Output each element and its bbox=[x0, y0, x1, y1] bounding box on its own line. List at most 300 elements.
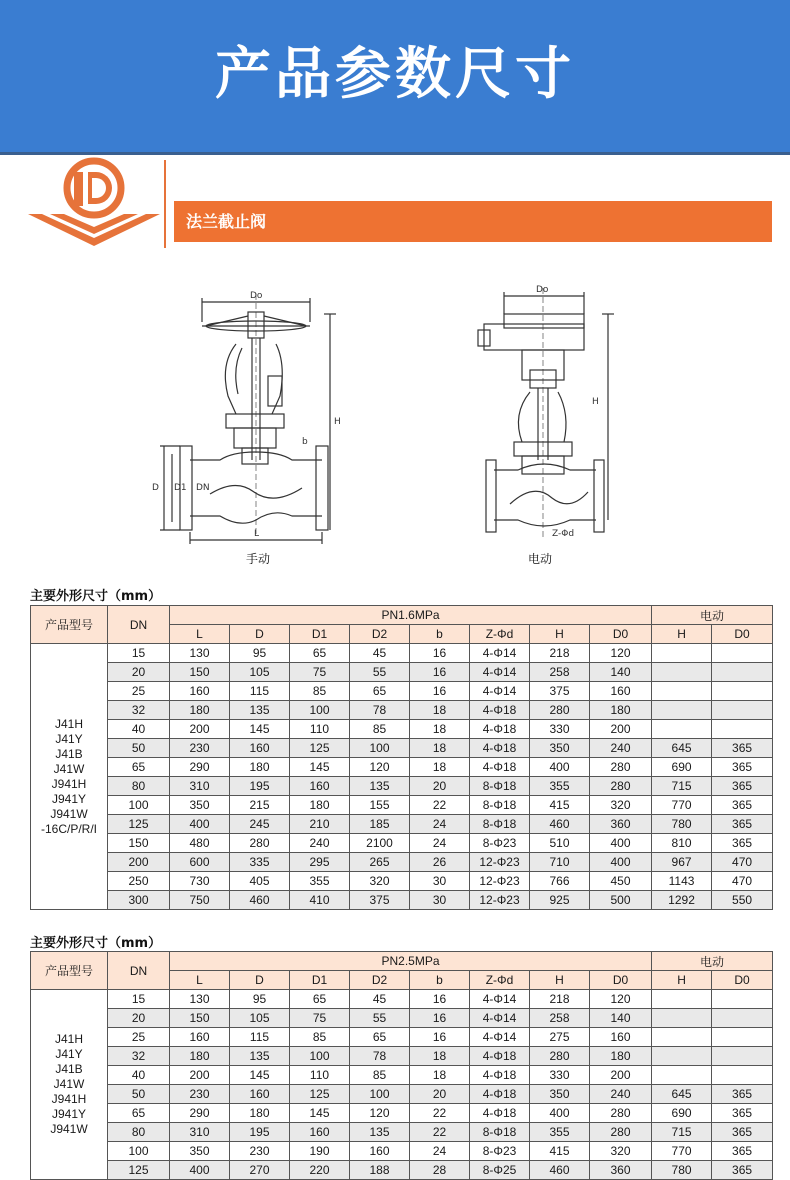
header-pressure: PN1.6MPa bbox=[170, 606, 652, 625]
dn-cell: 40 bbox=[108, 1066, 170, 1085]
dn-cell: 65 bbox=[108, 758, 170, 777]
table-cell: 240 bbox=[590, 1085, 652, 1104]
table-cell: 150 bbox=[170, 663, 230, 682]
table-cell bbox=[652, 1028, 712, 1047]
table-cell: 16 bbox=[410, 663, 470, 682]
table-cell: 365 bbox=[712, 1123, 773, 1142]
table-cell bbox=[712, 1047, 773, 1066]
header-row bbox=[31, 952, 773, 971]
table-cell: 105 bbox=[230, 663, 290, 682]
table-cell: 4-Φ14 bbox=[470, 682, 530, 701]
column-header: D0 bbox=[712, 625, 773, 644]
table-cell bbox=[712, 644, 773, 663]
table-cell: 120 bbox=[590, 644, 652, 663]
table-cell: 16 bbox=[410, 1009, 470, 1028]
table-cell: 16 bbox=[410, 644, 470, 663]
table-cell: 150 bbox=[170, 1009, 230, 1028]
dn-cell: 125 bbox=[108, 815, 170, 834]
table-row bbox=[31, 777, 773, 796]
table-cell: 160 bbox=[350, 1142, 410, 1161]
table-cell: 470 bbox=[712, 853, 773, 872]
dn-cell: 32 bbox=[108, 701, 170, 720]
table-cell: 365 bbox=[712, 1104, 773, 1123]
model-cell: J41H J41Y J41B J41W J941H J941Y J941W -16C/P/R/I bbox=[31, 644, 108, 910]
table-cell: 12-Φ23 bbox=[470, 891, 530, 910]
column-header: Z-Φd bbox=[470, 625, 530, 644]
table-cell: 135 bbox=[350, 777, 410, 796]
table-cell: 405 bbox=[230, 872, 290, 891]
table-cell: 160 bbox=[290, 1123, 350, 1142]
dn-cell: 300 bbox=[108, 891, 170, 910]
table-cell: 26 bbox=[410, 853, 470, 872]
table-row bbox=[31, 663, 773, 682]
table-cell: 4-Φ18 bbox=[470, 739, 530, 758]
table-cell: 215 bbox=[230, 796, 290, 815]
table-cell: 400 bbox=[590, 834, 652, 853]
table-cell: 330 bbox=[530, 720, 590, 739]
column-header: D1 bbox=[290, 625, 350, 644]
table-cell: 160 bbox=[230, 1085, 290, 1104]
table-cell: 690 bbox=[652, 1104, 712, 1123]
table-cell: 4-Φ14 bbox=[470, 1028, 530, 1047]
table-row bbox=[31, 990, 773, 1009]
table-cell: 230 bbox=[230, 1142, 290, 1161]
table-cell: 105 bbox=[230, 1009, 290, 1028]
table-cell bbox=[712, 663, 773, 682]
table-cell: 100 bbox=[350, 1085, 410, 1104]
table-cell: 218 bbox=[530, 644, 590, 663]
table-cell: 160 bbox=[290, 777, 350, 796]
table-cell: 30 bbox=[410, 872, 470, 891]
table-1-title: 主要外形尺寸（mm） bbox=[30, 589, 162, 604]
table-cell: 365 bbox=[712, 739, 773, 758]
table-cell bbox=[652, 644, 712, 663]
table-cell: 770 bbox=[652, 796, 712, 815]
section-title: 法兰截止阀 bbox=[186, 212, 267, 231]
table-cell: 28 bbox=[410, 1161, 470, 1180]
table-cell: 365 bbox=[712, 1085, 773, 1104]
table-cell: 180 bbox=[170, 1047, 230, 1066]
table-cell: 4-Φ18 bbox=[470, 720, 530, 739]
column-header: Z-Φd bbox=[470, 971, 530, 990]
table-cell: 145 bbox=[290, 758, 350, 777]
table-row bbox=[31, 682, 773, 701]
table-cell: 350 bbox=[530, 739, 590, 758]
table-cell: 160 bbox=[170, 682, 230, 701]
dn-cell: 250 bbox=[108, 872, 170, 891]
company-logo bbox=[26, 156, 162, 248]
model-cell: J41H J41Y J41B J41W J941H J941Y J941W bbox=[31, 990, 108, 1180]
table-cell: 8-Φ25 bbox=[470, 1161, 530, 1180]
table-cell: 690 bbox=[652, 758, 712, 777]
d1-label: D1 bbox=[174, 483, 187, 493]
table-row bbox=[31, 739, 773, 758]
table-row bbox=[31, 701, 773, 720]
table-cell: 320 bbox=[590, 1142, 652, 1161]
table-cell: 240 bbox=[590, 739, 652, 758]
column-header: D bbox=[230, 971, 290, 990]
table-cell: 780 bbox=[652, 1161, 712, 1180]
electric-valve-drawing bbox=[474, 284, 624, 544]
table-cell: 355 bbox=[530, 1123, 590, 1142]
table-row bbox=[31, 891, 773, 910]
table-row bbox=[31, 644, 773, 663]
table-cell: 100 bbox=[350, 739, 410, 758]
table-cell: 410 bbox=[290, 891, 350, 910]
table-cell: 460 bbox=[530, 1161, 590, 1180]
table-cell: 24 bbox=[410, 815, 470, 834]
table-cell: 160 bbox=[590, 682, 652, 701]
table-cell: 16 bbox=[410, 990, 470, 1009]
table-cell: 185 bbox=[350, 815, 410, 834]
table-row bbox=[31, 1009, 773, 1028]
table-cell: 230 bbox=[170, 1085, 230, 1104]
table-cell: 95 bbox=[230, 644, 290, 663]
table-cell: 480 bbox=[170, 834, 230, 853]
table-cell: 190 bbox=[290, 1142, 350, 1161]
table-cell bbox=[652, 990, 712, 1009]
table-cell: 24 bbox=[410, 1142, 470, 1161]
column-header: H bbox=[652, 625, 712, 644]
table-cell: 120 bbox=[350, 758, 410, 777]
table-cell: 125 bbox=[290, 1085, 350, 1104]
header-dn: DN bbox=[108, 952, 170, 990]
table-cell: 120 bbox=[590, 990, 652, 1009]
l-label: L bbox=[254, 529, 260, 539]
table-row bbox=[31, 853, 773, 872]
table-cell: 220 bbox=[290, 1161, 350, 1180]
table-cell: 100 bbox=[290, 701, 350, 720]
table-row bbox=[31, 1104, 773, 1123]
electric-h-label: H bbox=[592, 397, 599, 407]
table-cell: 360 bbox=[590, 815, 652, 834]
table-cell: 4-Φ14 bbox=[470, 990, 530, 1009]
header-electric: 电动 bbox=[652, 606, 773, 625]
table-cell: 350 bbox=[170, 1142, 230, 1161]
table-cell: 188 bbox=[350, 1161, 410, 1180]
table-cell: 1143 bbox=[652, 872, 712, 891]
table-cell: 18 bbox=[410, 739, 470, 758]
table-cell: 415 bbox=[530, 796, 590, 815]
column-header: D1 bbox=[290, 971, 350, 990]
electric-z-label: Z-Φd bbox=[552, 529, 575, 539]
table-row bbox=[31, 720, 773, 739]
table-row bbox=[31, 1142, 773, 1161]
table-cell: 365 bbox=[712, 777, 773, 796]
table-cell: 365 bbox=[712, 815, 773, 834]
table-cell bbox=[712, 1028, 773, 1047]
table-cell: 85 bbox=[350, 720, 410, 739]
table-cell bbox=[652, 701, 712, 720]
table-cell: 115 bbox=[230, 1028, 290, 1047]
table-cell bbox=[712, 1009, 773, 1028]
table-cell: 4-Φ18 bbox=[470, 1066, 530, 1085]
table-cell: 16 bbox=[410, 682, 470, 701]
table-cell: 55 bbox=[350, 663, 410, 682]
table-cell: 20 bbox=[410, 777, 470, 796]
table-cell: 78 bbox=[350, 1047, 410, 1066]
table-cell: 310 bbox=[170, 1123, 230, 1142]
table-cell: 280 bbox=[590, 1104, 652, 1123]
table-cell: 400 bbox=[170, 1161, 230, 1180]
table-cell: 8-Φ18 bbox=[470, 796, 530, 815]
table-cell: 8-Φ18 bbox=[470, 815, 530, 834]
table-cell: 355 bbox=[290, 872, 350, 891]
column-header: D0 bbox=[590, 971, 652, 990]
table-cell: 160 bbox=[590, 1028, 652, 1047]
electric-do-label: Do bbox=[536, 285, 549, 295]
table-cell: 400 bbox=[530, 758, 590, 777]
table-cell: 310 bbox=[170, 777, 230, 796]
table-cell: 135 bbox=[230, 701, 290, 720]
header-dn: DN bbox=[108, 606, 170, 644]
table-cell: 16 bbox=[410, 1028, 470, 1047]
table-cell: 375 bbox=[530, 682, 590, 701]
table-cell: 810 bbox=[652, 834, 712, 853]
table-cell: 967 bbox=[652, 853, 712, 872]
table-cell: 710 bbox=[530, 853, 590, 872]
table-cell: 550 bbox=[712, 891, 773, 910]
table-cell: 750 bbox=[170, 891, 230, 910]
banner-divider bbox=[0, 152, 790, 155]
header-pressure: PN2.5MPa bbox=[170, 952, 652, 971]
table-cell: 135 bbox=[230, 1047, 290, 1066]
table-cell: 125 bbox=[290, 739, 350, 758]
table-cell: 130 bbox=[170, 990, 230, 1009]
table-row bbox=[31, 1066, 773, 1085]
table-cell: 160 bbox=[230, 739, 290, 758]
dn-cell: 125 bbox=[108, 1161, 170, 1180]
table-cell: 12-Φ23 bbox=[470, 853, 530, 872]
table-cell: 1292 bbox=[652, 891, 712, 910]
column-header: D2 bbox=[350, 971, 410, 990]
table-cell: 415 bbox=[530, 1142, 590, 1161]
dn-cell: 65 bbox=[108, 1104, 170, 1123]
dn-cell: 100 bbox=[108, 796, 170, 815]
table-cell: 110 bbox=[290, 1066, 350, 1085]
table-cell: 180 bbox=[230, 758, 290, 777]
table-cell: 22 bbox=[410, 1104, 470, 1123]
table-cell: 280 bbox=[530, 1047, 590, 1066]
table-cell: 95 bbox=[230, 990, 290, 1009]
column-header: D bbox=[230, 625, 290, 644]
table-2-title: 主要外形尺寸（mm） bbox=[30, 936, 162, 951]
table-cell: 8-Φ23 bbox=[470, 834, 530, 853]
table-row bbox=[31, 1085, 773, 1104]
table-cell: 85 bbox=[290, 1028, 350, 1047]
header-row bbox=[31, 606, 773, 625]
table-cell: 4-Φ18 bbox=[470, 758, 530, 777]
table-cell: 85 bbox=[290, 682, 350, 701]
dn-cell: 20 bbox=[108, 1009, 170, 1028]
table-cell: 4-Φ14 bbox=[470, 644, 530, 663]
table-cell: 30 bbox=[410, 891, 470, 910]
table-cell: 4-Φ18 bbox=[470, 701, 530, 720]
column-header: b bbox=[410, 971, 470, 990]
table-cell: 365 bbox=[712, 834, 773, 853]
table-cell: 18 bbox=[410, 1047, 470, 1066]
table-cell bbox=[652, 1066, 712, 1085]
dn-cell: 100 bbox=[108, 1142, 170, 1161]
table-cell: 180 bbox=[170, 701, 230, 720]
table-cell: 180 bbox=[230, 1104, 290, 1123]
table-cell: 330 bbox=[530, 1066, 590, 1085]
table-cell: 55 bbox=[350, 1009, 410, 1028]
dn-cell: 40 bbox=[108, 720, 170, 739]
dn-cell: 15 bbox=[108, 990, 170, 1009]
table-cell: 145 bbox=[290, 1104, 350, 1123]
table-cell: 24 bbox=[410, 834, 470, 853]
table-cell: 470 bbox=[712, 872, 773, 891]
table-cell: 780 bbox=[652, 815, 712, 834]
column-header: b bbox=[410, 625, 470, 644]
table-cell: 400 bbox=[530, 1104, 590, 1123]
table-cell: 8-Φ18 bbox=[470, 1123, 530, 1142]
table-cell: 78 bbox=[350, 701, 410, 720]
table-cell: 200 bbox=[590, 1066, 652, 1085]
table-cell: 245 bbox=[230, 815, 290, 834]
table-cell: 645 bbox=[652, 1085, 712, 1104]
table-cell: 135 bbox=[350, 1123, 410, 1142]
manual-caption: 手动 bbox=[246, 552, 271, 566]
table-cell: 85 bbox=[350, 1066, 410, 1085]
dn-cell: 80 bbox=[108, 1123, 170, 1142]
table-cell: 18 bbox=[410, 701, 470, 720]
table-row bbox=[31, 1028, 773, 1047]
table-row bbox=[31, 872, 773, 891]
table-cell: 500 bbox=[590, 891, 652, 910]
table-cell: 140 bbox=[590, 1009, 652, 1028]
table-cell: 265 bbox=[350, 853, 410, 872]
d-label: D bbox=[152, 483, 159, 493]
h-label: H bbox=[334, 417, 341, 427]
table-cell bbox=[652, 720, 712, 739]
dn-cell: 150 bbox=[108, 834, 170, 853]
table-cell: 218 bbox=[530, 990, 590, 1009]
table-cell: 2100 bbox=[350, 834, 410, 853]
table-cell: 365 bbox=[712, 796, 773, 815]
dn-cell: 80 bbox=[108, 777, 170, 796]
table-cell bbox=[712, 1066, 773, 1085]
table-cell: 180 bbox=[590, 701, 652, 720]
table-cell: 925 bbox=[530, 891, 590, 910]
table-cell: 375 bbox=[350, 891, 410, 910]
table-cell: 155 bbox=[350, 796, 410, 815]
table-cell: 65 bbox=[290, 644, 350, 663]
header-electric: 电动 bbox=[652, 952, 773, 971]
table-cell bbox=[652, 1009, 712, 1028]
dn-cell: 32 bbox=[108, 1047, 170, 1066]
table-cell: 365 bbox=[712, 1161, 773, 1180]
table-cell: 450 bbox=[590, 872, 652, 891]
table-cell: 365 bbox=[712, 1142, 773, 1161]
dn-label: DN bbox=[196, 483, 210, 493]
header-model: 产品型号 bbox=[31, 606, 108, 644]
table-row bbox=[31, 1161, 773, 1180]
table-cell: 180 bbox=[290, 796, 350, 815]
table-cell bbox=[712, 720, 773, 739]
table-cell: 295 bbox=[290, 853, 350, 872]
b-label: b bbox=[302, 437, 308, 447]
table-cell: 290 bbox=[170, 1104, 230, 1123]
table-cell: 18 bbox=[410, 1066, 470, 1085]
table-cell: 140 bbox=[590, 663, 652, 682]
table-cell: 715 bbox=[652, 777, 712, 796]
header-banner bbox=[0, 0, 790, 152]
table-cell: 45 bbox=[350, 644, 410, 663]
table-cell: 18 bbox=[410, 720, 470, 739]
table-cell: 65 bbox=[290, 990, 350, 1009]
table-cell bbox=[712, 990, 773, 1009]
do-label: Do bbox=[250, 291, 263, 301]
table-row bbox=[31, 1047, 773, 1066]
table-cell: 280 bbox=[590, 777, 652, 796]
table-row bbox=[31, 815, 773, 834]
table-cell: 100 bbox=[290, 1047, 350, 1066]
table-cell: 65 bbox=[350, 682, 410, 701]
dn-cell: 50 bbox=[108, 1085, 170, 1104]
table-cell: 20 bbox=[410, 1085, 470, 1104]
table-cell: 770 bbox=[652, 1142, 712, 1161]
dn-cell: 200 bbox=[108, 853, 170, 872]
table-cell bbox=[652, 663, 712, 682]
table-cell: 65 bbox=[350, 1028, 410, 1047]
table-cell: 12-Φ23 bbox=[470, 872, 530, 891]
table-cell: 18 bbox=[410, 758, 470, 777]
electric-caption: 电动 bbox=[528, 552, 553, 566]
table-cell: 8-Φ23 bbox=[470, 1142, 530, 1161]
table-cell: 600 bbox=[170, 853, 230, 872]
dn-cell: 50 bbox=[108, 739, 170, 758]
table-cell: 290 bbox=[170, 758, 230, 777]
column-header: D0 bbox=[590, 625, 652, 644]
table-cell: 730 bbox=[170, 872, 230, 891]
table-cell: 280 bbox=[590, 758, 652, 777]
table-cell: 200 bbox=[170, 1066, 230, 1085]
dn-cell: 25 bbox=[108, 1028, 170, 1047]
table-cell: 355 bbox=[530, 777, 590, 796]
table-cell: 460 bbox=[530, 815, 590, 834]
table-cell: 335 bbox=[230, 853, 290, 872]
table-cell: 4-Φ18 bbox=[470, 1047, 530, 1066]
table-row bbox=[31, 758, 773, 777]
table-cell: 320 bbox=[350, 872, 410, 891]
table-cell: 350 bbox=[530, 1085, 590, 1104]
table-cell: 645 bbox=[652, 739, 712, 758]
table-cell: 4-Φ14 bbox=[470, 663, 530, 682]
table-cell: 4-Φ14 bbox=[470, 1009, 530, 1028]
dn-cell: 20 bbox=[108, 663, 170, 682]
table-cell: 400 bbox=[170, 815, 230, 834]
table-cell: 360 bbox=[590, 1161, 652, 1180]
table-cell: 180 bbox=[590, 1047, 652, 1066]
manual-valve-drawing bbox=[150, 284, 350, 544]
spec-table-pn16 bbox=[30, 605, 773, 910]
table-cell: 766 bbox=[530, 872, 590, 891]
table-cell: 350 bbox=[170, 796, 230, 815]
table-row bbox=[31, 796, 773, 815]
table-cell: 145 bbox=[230, 720, 290, 739]
table-cell: 110 bbox=[290, 720, 350, 739]
table-row bbox=[31, 1123, 773, 1142]
table-cell: 210 bbox=[290, 815, 350, 834]
table-cell: 22 bbox=[410, 796, 470, 815]
table-cell bbox=[712, 682, 773, 701]
table-cell: 75 bbox=[290, 1009, 350, 1028]
table-cell: 22 bbox=[410, 1123, 470, 1142]
table-cell: 8-Φ18 bbox=[470, 777, 530, 796]
spec-table-pn25 bbox=[30, 951, 773, 1180]
